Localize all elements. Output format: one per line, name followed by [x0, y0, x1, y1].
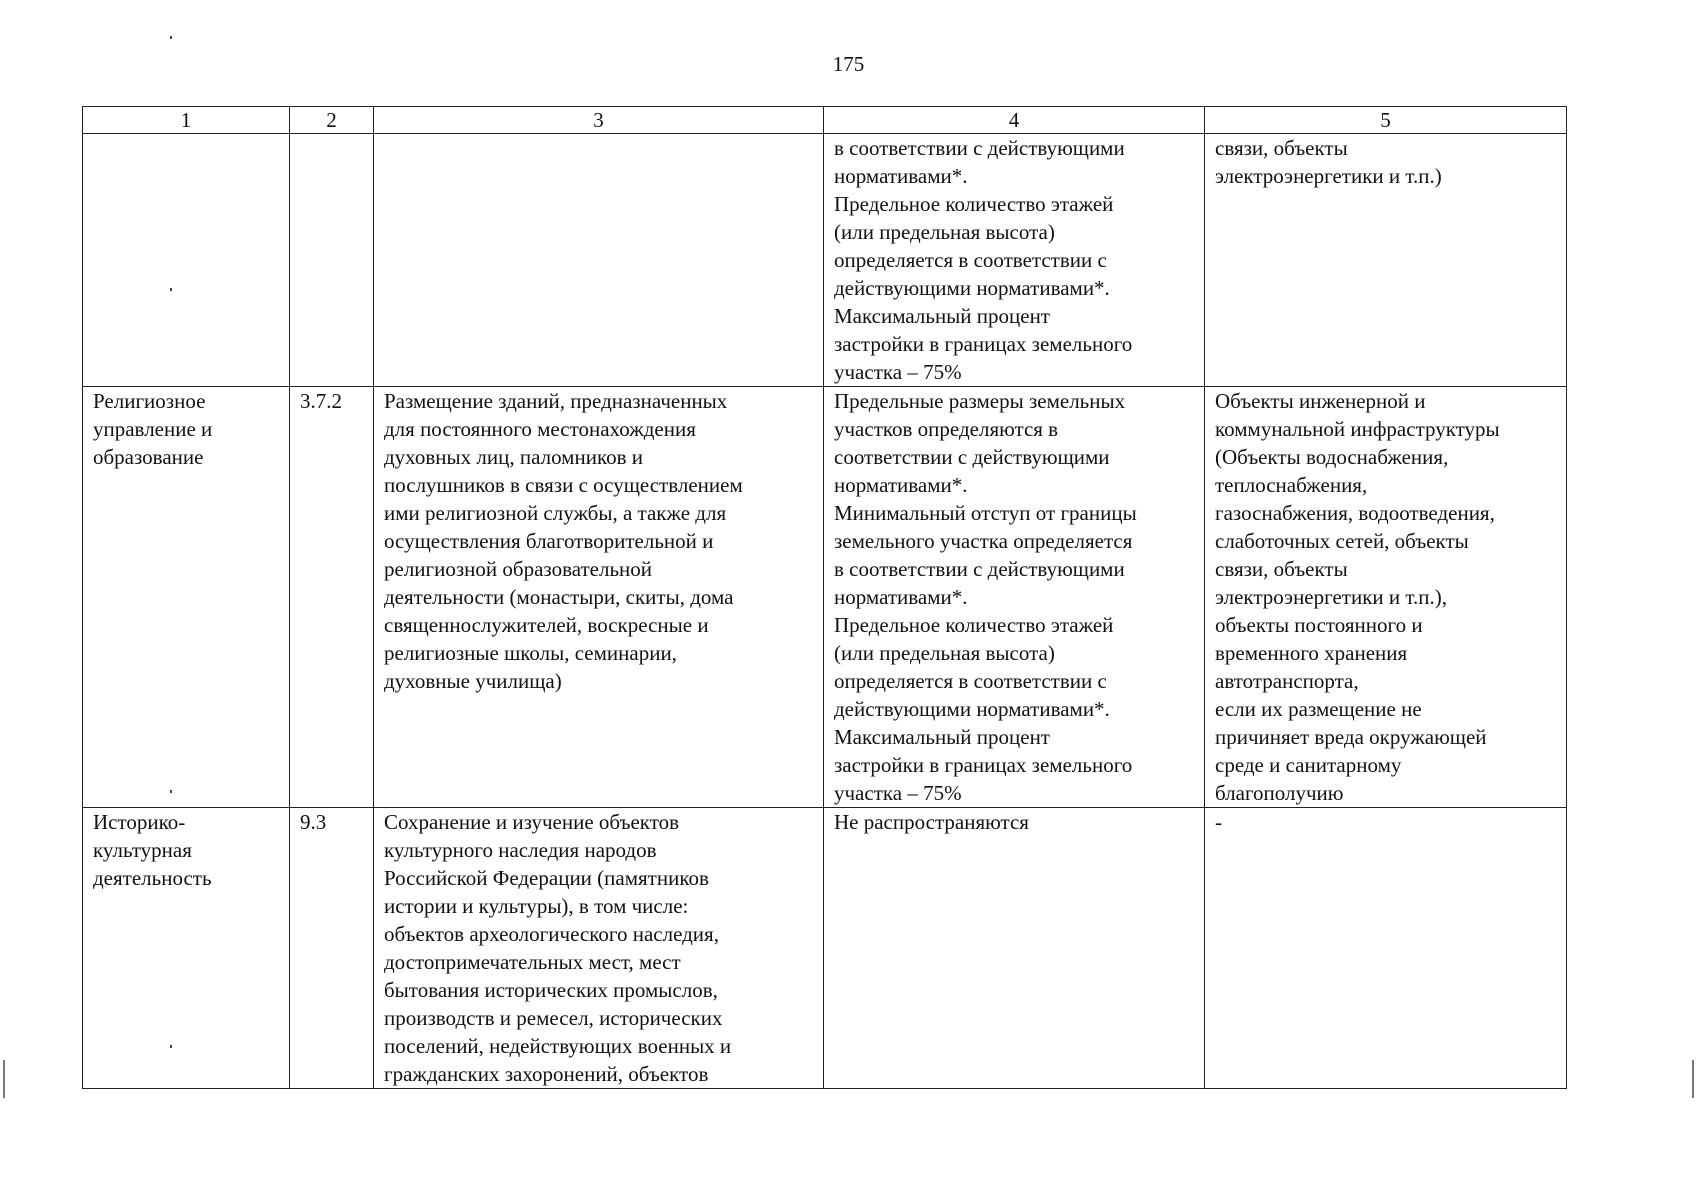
scan-edge-mark-right — [1692, 1060, 1694, 1098]
table-header-row — [83, 107, 1567, 134]
use-code-cell — [290, 134, 374, 387]
accessory-uses-cell: связи, объекты электроэнергетики и т.п.) — [1205, 134, 1567, 387]
parameters-cell: Не распространяются — [824, 808, 1205, 1089]
parameters-cell: в соответствии с действующими нормативами*. Предельное количество этажей (или предельная высота) определяется в соответствии с действующими нормативами*. Максимальный процент застройки в границах земельного участка – 75% — [824, 134, 1205, 387]
use-description-cell: Сохранение и изучение объектов культурного наследия народов Российской Федерации (памятников истории и культуры), в том числе: объектов археологического наследия, достопримечательных мест, мест бытования исторических промыслов, производств и ремесел, исторических поселений, недействующих военных и гражданских захоронений, объектов — [374, 808, 824, 1089]
accessory-uses-cell: Объекты инженерной и коммунальной инфраструктуры (Объекты водоснабжения, теплоснабжения, газоснабжения, водоотведения, слаботочных сетей, объекты связи, объекты электроэнергетики и т.п.), объекты постоянного и временного хранения автотранспорта, если их размещение не причиняет вреда окружающей среде и санитарному благополучию — [1205, 387, 1567, 808]
column-header: 2 — [290, 107, 374, 134]
scan-speck — [170, 36, 172, 39]
regulations-table — [82, 106, 1567, 1089]
column-header: 5 — [1205, 107, 1567, 134]
use-name-cell: Историко- культурная деятельность — [83, 808, 290, 1089]
use-name-cell — [83, 134, 290, 387]
use-description-cell — [374, 134, 824, 387]
scan-edge-mark-left — [3, 1060, 5, 1098]
scan-speck — [170, 1045, 172, 1048]
column-header: 1 — [83, 107, 290, 134]
table-row — [83, 387, 1567, 808]
use-description-cell: Размещение зданий, предназначенных для постоянного местонахождения духовных лиц, паломников и послушников в связи с осуществлением ими религиозной службы, а также для осуществления благотворительной и религиозной образовательной деятельности (монастыри, скиты, дома священнослужителей, воскресные и религиозные школы, семинарии, духовные училища) — [374, 387, 824, 808]
column-header: 4 — [824, 107, 1205, 134]
use-code-cell: 9.3 — [290, 808, 374, 1089]
column-header: 3 — [374, 107, 824, 134]
use-name-cell: Религиозное управление и образование — [83, 387, 290, 808]
scan-speck — [170, 288, 172, 291]
scan-speck — [170, 790, 172, 793]
table-row — [83, 134, 1567, 387]
table-row — [83, 808, 1567, 1089]
page-number: 175 — [832, 52, 865, 76]
accessory-uses-cell: - — [1205, 808, 1567, 1089]
parameters-cell: Предельные размеры земельных участков определяются в соответствии с действующими нормативами*. Минимальный отступ от границы земельного участка определяется в соответствии с действующими нормативами*. Предельное количество этажей (или предельная высота) определяется в соответствии с действующими нормативами*. Максимальный процент застройки в границах земельного участка – 75% — [824, 387, 1205, 808]
use-code-cell: 3.7.2 — [290, 387, 374, 808]
